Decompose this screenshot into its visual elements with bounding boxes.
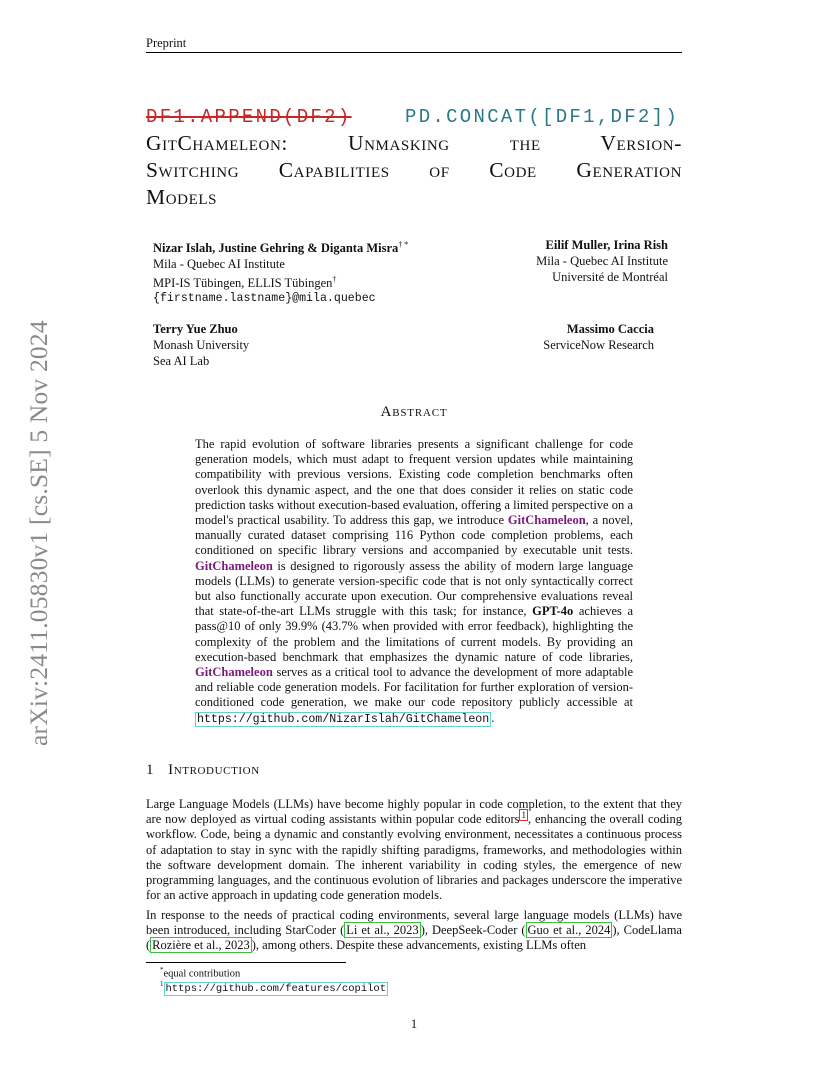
title-code-new: PD.CONCAT([DF1,DF2]) (405, 106, 680, 128)
citation-link[interactable]: Li et al., 2023 (346, 923, 419, 938)
author-marks: † * (398, 240, 409, 249)
author-block-2 (470, 237, 668, 285)
intro-paragraph-1 (146, 797, 682, 903)
paragraph-text: Large Language Models (LLMs) have become highly popular in code completion, to the extent that they are now deployed as virtual coding assistants within popular code editors (146, 797, 682, 827)
author-block-4 (470, 321, 654, 353)
copilot-link[interactable]: https://github.com/features/copilot (165, 982, 387, 995)
footnote-text: equal contribution (163, 968, 241, 980)
author-block-3 (153, 321, 249, 369)
paragraph-text: , enhancing the overall coding workflow. Code, being a dynamic and constantly evolving environment, necessitates a continuous process of adaptation to stay in sync with the rapidly shifting paradigms, frameworks, and methodologies within the software development domain. The inherent variability in coding styles, the emergence of new programming languages, and the continuous evolution of libraries and packages underscore the imperative for an active approach in updating code generation models. (146, 812, 682, 903)
title-line: Models (146, 185, 218, 209)
abstract-text: , a novel, manually curated dataset comprising 116 Python code completion problems, each conditioned on specific library versions and accompanied by executable unit tests. (195, 513, 633, 558)
author-names: Terry Yue Zhuo (153, 322, 238, 336)
gitchameleon-link[interactable]: GitChameleon (507, 513, 586, 528)
section-number: 1 (146, 762, 155, 778)
author-block-1 (153, 237, 408, 307)
model-name: GPT-4o (532, 604, 574, 619)
paragraph-text: ), DeepSeek-Coder ( (420, 923, 526, 938)
abstract-text: serves as a critical tool to advance the development of more adaptable and reliable code generation models. For facilitation for further exploration of version-conditioned code generation, we make our code repository publicly accessible at (195, 665, 633, 710)
arxiv-stamp: arXiv:2411.05830v1 [cs.SE] 5 Nov 2024 (24, 320, 53, 746)
repo-link[interactable]: https://github.com/NizarIslah/GitChameleon (197, 712, 490, 726)
paragraph-text: ), CodeLlama ( (146, 923, 682, 953)
author-affiliation: MPI-IS Tübingen, ELLIS Tübingen (153, 276, 333, 291)
title-line: Switching Capabilities of Code Generation (146, 158, 682, 182)
paragraph-text: ), among others. Despite these advancements, existing LLMs often (251, 938, 587, 953)
gitchameleon-link[interactable]: GitChameleon (195, 665, 273, 680)
page-number: 1 (410, 1017, 418, 1031)
paragraph-text: In response to the needs of practical coding environments, several large language models (LLMs) have been introduced, including StarCoder ( (146, 908, 682, 938)
title-code-old: DF1.APPEND(DF2) (146, 106, 352, 128)
abstract-text: is designed to rigorously assess the ability of modern large language models (LLMs) to generate version-specific code that is not only syntactically correct but also functionally accurate upon execution. Our comprehensive evaluations reveal that state-of-the-art LLMs struggle with this task; for instance, (195, 558, 633, 619)
footnote-2 (160, 978, 388, 996)
author-names: Nizar Islah, Justine Gehring & Diganta Misra (153, 241, 399, 256)
section-heading (146, 762, 260, 779)
abstract-text: The rapid evolution of software libraries presents a significant challenge for code generation models, which must adapt to frequent version updates while maintaining compatibility with previous versions. Existing code completion benchmarks often overlook this dynamic aspect, and the one that does consider it relies on static code prediction tasks without execution-based evaluation, offering a limited perspective on a model's practical usability. To address this gap, we introduce (195, 437, 633, 528)
abstract-heading: Abstract (380, 404, 448, 420)
running-header: Preprint (146, 36, 187, 50)
paper-title (146, 130, 682, 211)
abstract-body (195, 437, 633, 727)
author-affiliation: Mila - Quebec AI Institute (153, 257, 285, 272)
author-affiliation: Sea AI Lab (153, 354, 210, 368)
section-title: Introduction (168, 762, 260, 778)
intro-paragraph-2 (146, 908, 682, 954)
author-affiliation: ServiceNow Research (543, 338, 654, 352)
footnote-mark: 1 (160, 980, 164, 988)
header-rule (146, 52, 682, 53)
footnote-ref[interactable]: 1 (521, 810, 526, 821)
footnote-rule (146, 962, 346, 963)
title-line: GitChameleon: Unmasking the Version- (146, 131, 682, 155)
author-names: Eilif Muller, Irina Rish (545, 238, 668, 252)
author-affiliation: Université de Montréal (552, 270, 668, 284)
abstract-text: achieves a pass@10 of only 39.9% (43.7% when provided with error feedback), highlighting the complexity of the problem and the limitations of current models. By providing an execution-based benchmark that emphasizes the dynamic nature of code libraries, (195, 604, 634, 664)
gitchameleon-link[interactable]: GitChameleon (195, 558, 273, 573)
author-email: {firstname.lastname}@mila.quebec (153, 292, 376, 306)
abstract-text: . (491, 710, 495, 725)
author-affiliation: Mila - Quebec AI Institute (536, 254, 668, 268)
affiliation-mark: † (332, 275, 337, 285)
author-names: Massimo Caccia (566, 322, 654, 336)
author-affiliation: Monash University (153, 338, 250, 352)
citation-link[interactable]: Rozière et al., 2023 (152, 938, 250, 953)
footnote-mark: * (160, 966, 164, 974)
citation-link[interactable]: Guo et al., 2024 (527, 923, 611, 938)
